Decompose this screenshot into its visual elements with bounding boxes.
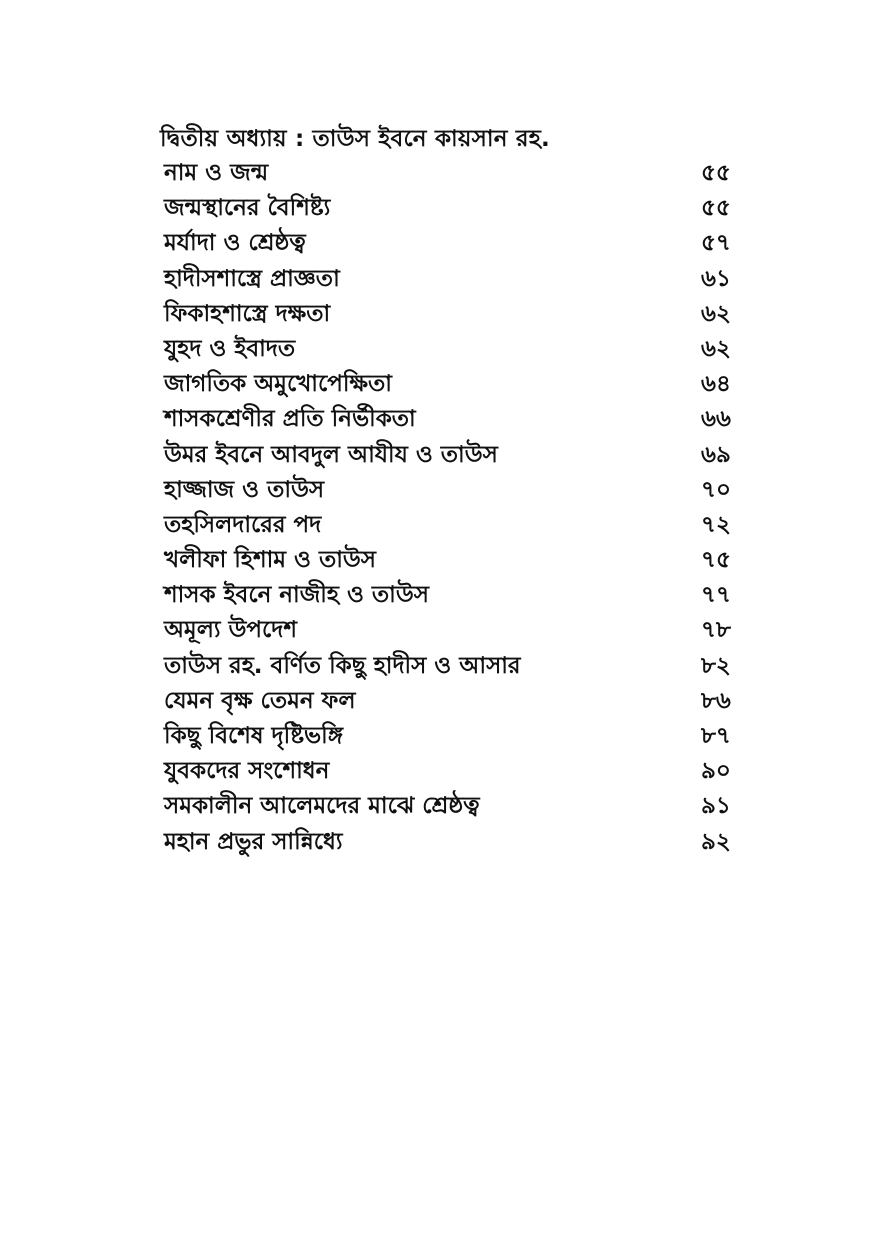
toc-entry-page-number: ৬২: [701, 335, 731, 362]
toc-entry: [160, 825, 750, 860]
toc-entry-page-number: ৮২: [701, 652, 731, 679]
toc-entry-title: খলীফা হিশাম ও তাউস: [164, 547, 376, 574]
table-of-contents: [160, 122, 750, 860]
toc-entry: [160, 543, 750, 578]
toc-entry-title: হাদীসশাস্ত্রে প্রাজ্ঞতা: [164, 265, 340, 292]
toc-entry-page-number: ৮৭: [701, 723, 731, 749]
toc-entry-title: তাউস রহ. বর্ণিত কিছু হাদীস ও আসার: [164, 652, 521, 679]
toc-entry: [160, 438, 750, 473]
toc-entry-page-number: ৬৬: [701, 406, 731, 433]
toc-entry-page-number: ৯২: [701, 828, 731, 855]
toc-entry-title: জন্মস্থানের বৈশিষ্ট্য: [164, 195, 331, 222]
toc-entry-list: [160, 156, 750, 860]
toc-entry: [160, 367, 750, 402]
toc-entry: [160, 297, 750, 332]
toc-entry: [160, 156, 750, 191]
toc-entry-title: সমকালীন আলেমদের মাঝে শ্রেষ্ঠত্ব: [164, 793, 480, 820]
toc-entry: [160, 508, 750, 543]
toc-entry: [160, 613, 750, 648]
toc-entry-title: মর্যাদা ও শ্রেষ্ঠত্ব: [164, 230, 306, 257]
toc-entry-page-number: ৬২: [701, 300, 731, 327]
toc-entry-page-number: ৯১: [701, 793, 731, 820]
toc-entry: [160, 332, 750, 367]
toc-entry: [160, 262, 750, 297]
toc-entry: [160, 649, 750, 684]
toc-entry-title: অমূল্য উপদেশ: [164, 617, 297, 644]
toc-entry-title: যেমন বৃক্ষ তেমন ফল: [164, 687, 356, 714]
toc-entry-title: শাসকশ্রেণীর প্রতি নির্ভীকতা: [164, 406, 416, 433]
toc-entry-page-number: ৮৬: [701, 687, 731, 714]
toc-entry-page-number: ৬৪: [701, 371, 731, 398]
toc-entry-page-number: ৭২: [701, 511, 731, 538]
toc-entry-title: হাজ্জাজ ও তাউস: [164, 476, 325, 503]
toc-entry-title: উমর ইবনে আবদুল আযীয ও তাউস: [164, 441, 498, 468]
toc-entry: [160, 789, 750, 824]
toc-entry: [160, 684, 750, 719]
chapter-heading: দ্বিতীয় অধ্যায় : তাউস ইবনে কায়সান রহ.: [160, 126, 550, 152]
toc-entry: [160, 191, 750, 226]
toc-entry-title: যুহদ ও ইবাদত: [164, 335, 296, 362]
toc-entry-page-number: ৬৯: [701, 441, 731, 468]
toc-entry-page-number: ৯০: [701, 758, 731, 785]
toc-entry-page-number: ৭৭: [701, 582, 731, 609]
toc-entry: [160, 719, 750, 754]
toc-entry-page-number: ৫৫: [701, 160, 731, 186]
toc-entry: [160, 578, 750, 613]
toc-entry-title: মহান প্রভুর সান্নিধ্যে: [164, 828, 343, 855]
toc-entry-title: ফিকাহশাস্ত্রে দক্ষতা: [164, 300, 331, 327]
toc-entry-title: তহসিলদারের পদ: [164, 511, 322, 538]
toc-entry: [160, 473, 750, 508]
toc-entry-page-number: ৬১: [701, 265, 731, 292]
toc-entry: [160, 754, 750, 789]
toc-entry-title: জাগতিক অমুখোপেক্ষিতা: [164, 371, 392, 398]
toc-entry-page-number: ৭৫: [701, 547, 731, 574]
toc-entry-page-number: ৫৭: [701, 230, 731, 257]
toc-entry-title: শাসক ইবনে নাজীহ ও তাউস: [164, 582, 429, 609]
toc-entry: [160, 226, 750, 261]
toc-entry-page-number: ৭০: [701, 476, 731, 503]
toc-entry: [160, 402, 750, 437]
toc-entry-page-number: ৭৮: [701, 617, 731, 644]
toc-entry-page-number: ৫৫: [701, 195, 731, 222]
toc-entry-title: যুবকদের সংশোধন: [164, 758, 330, 785]
toc-entry-title: কিছু বিশেষ দৃষ্টিভঙ্গি: [164, 723, 343, 749]
toc-entry-title: নাম ও জন্ম: [164, 160, 269, 186]
